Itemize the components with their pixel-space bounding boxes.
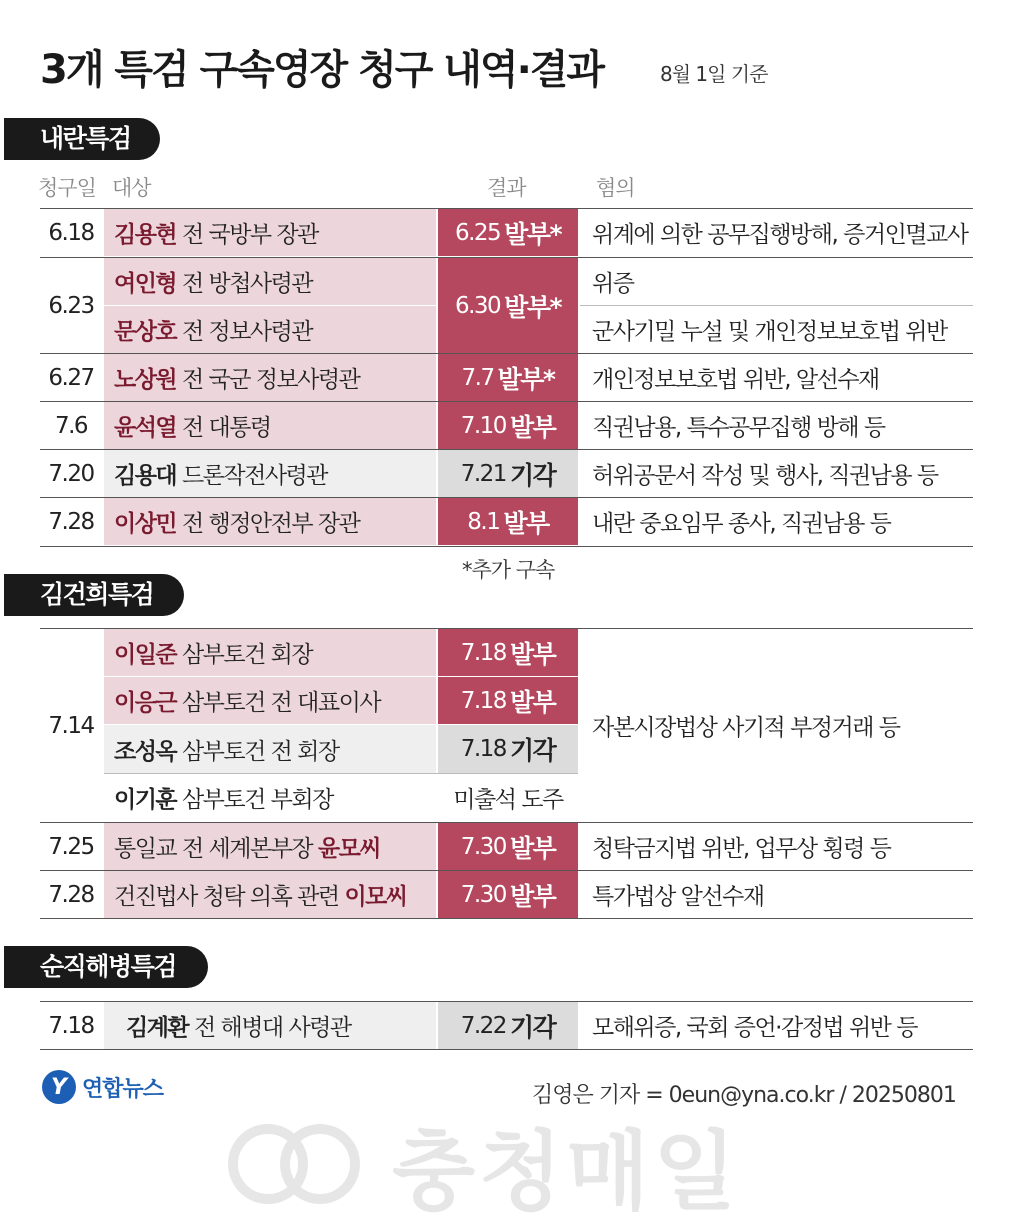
target-desc: 삼부토건 부회장 <box>181 787 333 813</box>
result-cell <box>438 871 578 918</box>
result-cell <box>438 498 578 545</box>
result-word: 기각 <box>509 1012 556 1042</box>
charge-text: 허위공문서 작성 및 행사, 직권남용 등 <box>592 463 938 489</box>
row-date: 7.6 <box>54 412 88 439</box>
result-cell <box>438 677 578 724</box>
target-cell <box>104 306 436 353</box>
result-date: 7.22 <box>460 1012 506 1039</box>
charge-text: 자본시장법상 사기적 부정거래 등 <box>592 715 900 741</box>
target-name: 이응근 <box>114 690 177 716</box>
target-desc: 전 정보사령관 <box>181 319 313 345</box>
result-date: 6.25 <box>454 219 501 246</box>
row-date: 7.18 <box>48 1012 94 1039</box>
row-date: 6.27 <box>48 364 94 391</box>
result-word: 발부 <box>509 639 556 669</box>
result-cell <box>438 258 578 353</box>
row-date: 6.18 <box>48 219 94 246</box>
target-desc: 전 해병대 사령관 <box>193 1015 351 1041</box>
row-date: 7.28 <box>48 881 94 908</box>
target-desc: 전 국방부 장관 <box>181 222 318 248</box>
target-name: 문상호 <box>114 319 177 345</box>
divider <box>40 546 973 547</box>
result-date: 7.21 <box>460 460 506 487</box>
target-name: 이모씨 <box>344 884 407 910</box>
charge-text: 모해위증, 국회 증언·감정법 위반 등 <box>592 1015 917 1041</box>
result-date: 7.18 <box>460 639 506 666</box>
charge-text: 위증 <box>592 271 634 297</box>
logo-text: 연합뉴스 <box>82 1076 164 1102</box>
target-name: 김용현 <box>114 222 177 248</box>
charge-text: 직권남용, 특수공무집행 방해 등 <box>592 415 885 441</box>
result-word: 발부* <box>504 292 562 322</box>
charge-text: 특가법상 알선수재 <box>592 884 764 910</box>
result-date: 7.7 <box>461 364 494 391</box>
target-name: 김계환 <box>126 1015 189 1041</box>
header-target: 대상 <box>112 176 151 200</box>
result-cell <box>438 629 578 676</box>
target-cell <box>104 354 436 401</box>
target-cell <box>104 823 436 870</box>
result-date: 7.10 <box>460 412 506 439</box>
target-name: 노상원 <box>114 367 177 393</box>
target-desc: 삼부토건 전 회장 <box>181 738 339 765</box>
result-cell <box>438 823 578 870</box>
result-word: 기각 <box>509 460 556 490</box>
charge-text: 군사기밀 누설 및 개인정보보호법 위반 <box>592 319 947 345</box>
page-title: 3개 특검 구속영장 청구 내역·결과 <box>40 47 604 93</box>
target-name: 이상민 <box>114 511 177 537</box>
result-date: 7.18 <box>460 687 506 714</box>
result-word: 발부* <box>497 364 555 394</box>
result-cell <box>438 1002 578 1049</box>
row-date: 6.23 <box>48 292 94 319</box>
divider <box>40 1049 973 1050</box>
target-desc: 드론작전사령관 <box>181 463 327 489</box>
footnote: *추가 구속 <box>462 558 555 582</box>
watermark-circle-icon <box>280 1124 360 1204</box>
row-date: 7.28 <box>48 508 94 535</box>
target-name: 이기훈 <box>114 787 177 813</box>
target-cell <box>104 402 436 449</box>
target-desc: 삼부토건 전 대표이사 <box>181 690 381 716</box>
header-charge: 혐의 <box>596 176 635 200</box>
row-date: 7.25 <box>48 833 94 860</box>
target-cell <box>104 871 436 918</box>
target-name: 윤석열 <box>114 415 177 441</box>
header-result: 결과 <box>487 176 526 200</box>
target-cell <box>104 629 436 676</box>
as-of-date: 8월 1일 기준 <box>660 62 768 86</box>
cc-watermark <box>228 1102 740 1226</box>
divider <box>40 918 973 919</box>
result-date: 6.30 <box>454 292 501 319</box>
target-cell <box>104 774 436 821</box>
row-date: 7.14 <box>48 712 94 739</box>
result-date: 8.1 <box>467 508 500 535</box>
target-desc: 삼부토건 회장 <box>181 642 313 668</box>
target-cell <box>104 725 436 773</box>
target-name: 윤모씨 <box>317 836 381 862</box>
target-cell <box>104 209 436 256</box>
result-date: 7.18 <box>460 736 506 762</box>
target-desc: 전 국군 정보사령관 <box>181 367 360 393</box>
target-cell <box>104 258 436 305</box>
charge-text: 청탁금지법 위반, 업무상 횡령 등 <box>592 836 891 862</box>
result-word: 발부 <box>509 412 556 442</box>
target-desc: 전 행정안전부 장관 <box>181 511 360 537</box>
yonhap-logo <box>42 1070 163 1104</box>
section-marine: 순직해병특검 <box>4 946 208 988</box>
result-date: 7.30 <box>460 833 506 860</box>
result-word: 기각 <box>509 736 556 765</box>
target-name: 김용대 <box>114 463 177 489</box>
target-cell <box>104 677 436 724</box>
result-cell: 미출석 도주 <box>453 787 563 813</box>
charge-text: 내란 중요임무 종사, 직권남용 등 <box>592 511 891 537</box>
target-name: 이일준 <box>114 642 177 668</box>
row-date: 7.20 <box>48 460 94 487</box>
result-word: 발부 <box>509 687 556 717</box>
result-word: 발부 <box>503 508 549 538</box>
result-cell <box>438 354 578 401</box>
result-cell <box>438 725 578 773</box>
header-date: 청구일 <box>38 176 96 200</box>
credit-line: 김영은 기자 = 0eun@yna.co.kr / 20250801 <box>532 1083 956 1108</box>
result-cell <box>438 450 578 497</box>
section-kim-keon-hee: 김건희특검 <box>4 574 184 616</box>
target-desc: 전 대통령 <box>181 415 271 441</box>
result-date: 7.30 <box>460 881 506 908</box>
target-desc: 통일교 전 세계본부장 <box>114 836 313 862</box>
result-cell <box>438 209 578 256</box>
section-insurrection: 내란특검 <box>4 118 160 160</box>
target-name: 조성옥 <box>114 738 177 765</box>
result-word: 발부* <box>504 219 562 249</box>
watermark-text: 충청매일 <box>392 1122 741 1222</box>
yonhap-logo-icon: Y <box>42 1070 76 1104</box>
target-desc: 전 방첩사령관 <box>181 271 313 297</box>
result-word: 발부 <box>509 881 556 911</box>
charge-text: 위계에 의한 공무집행방해, 증거인멸교사 <box>592 222 968 248</box>
target-cell <box>104 1002 436 1049</box>
target-cell <box>104 498 436 545</box>
target-cell <box>104 450 436 497</box>
result-word: 발부 <box>509 833 556 863</box>
target-desc: 건진법사 청탁 의혹 관련 <box>114 884 339 910</box>
target-name: 여인형 <box>114 271 177 297</box>
result-cell <box>438 402 578 449</box>
charge-text: 개인정보보호법 위반, 알선수재 <box>592 367 879 393</box>
